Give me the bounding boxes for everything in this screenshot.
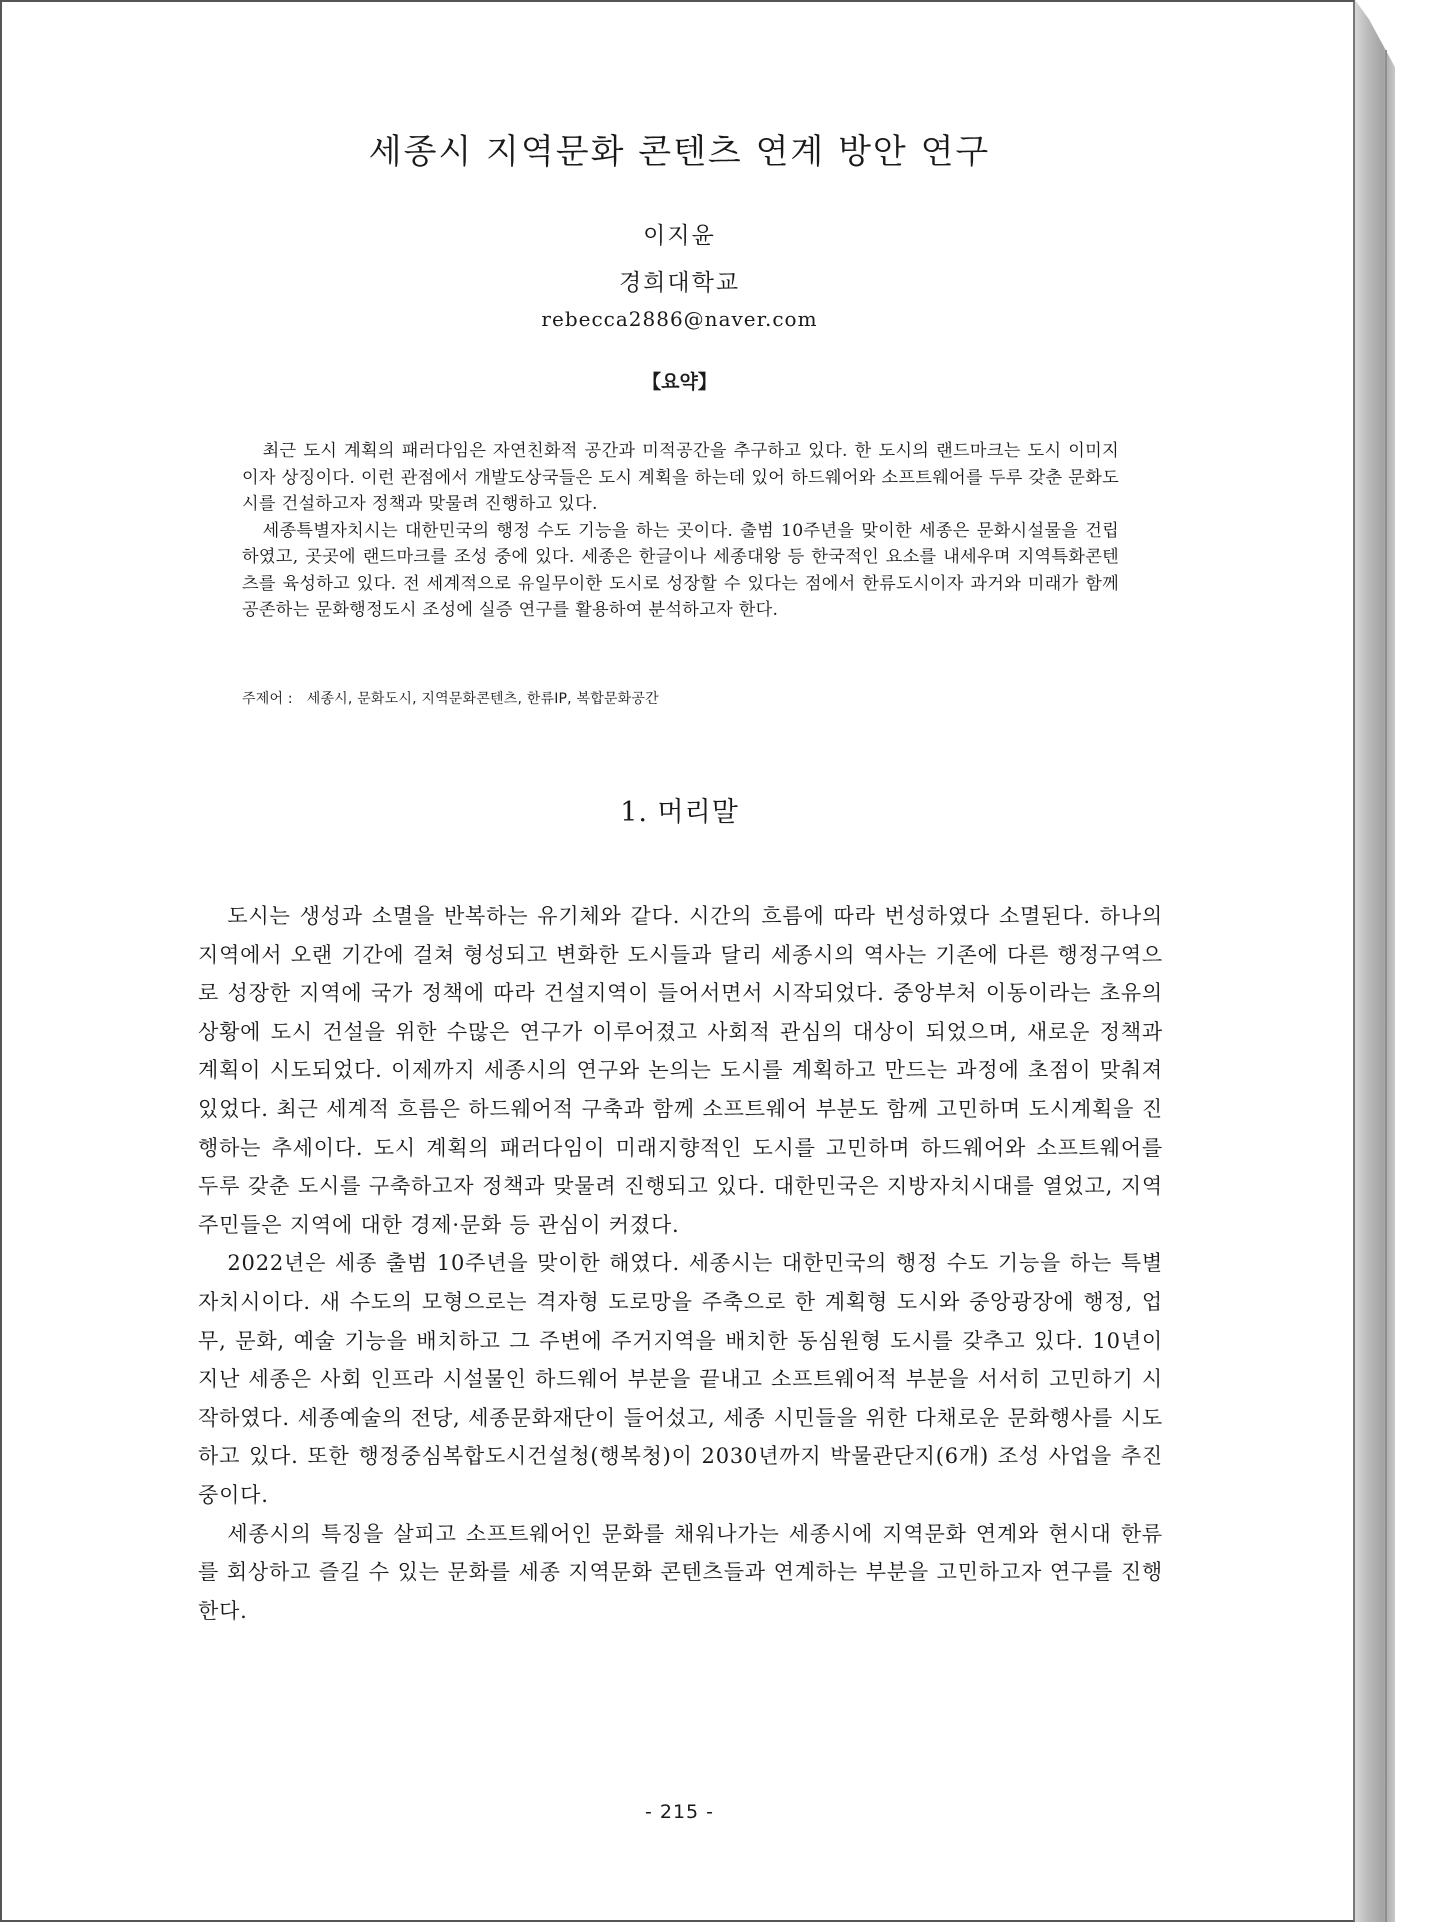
abstract-heading: 【요약】: [642, 371, 717, 393]
author-affiliation: 경희대학교: [618, 270, 741, 296]
author-email: rebecca2886@naver.com: [541, 307, 818, 331]
section-heading: 1. 머리말: [620, 797, 739, 828]
author-name: 이지윤: [643, 223, 716, 249]
keywords-spacer: [297, 691, 306, 707]
abstract-body: [242, 438, 1119, 624]
page-edge-shadow: [1355, 0, 1395, 1922]
section-body: [198, 897, 1163, 1630]
keywords-line: [242, 688, 1119, 708]
body-paragraph: 도시는 생성과 소멸을 반복하는 유기체와 같다. 시간의 흐름에 따라 번성하였다 소멸된다. 하나의 지역에서 오랜 기간에 걸쳐 형성되고 변화한 도시들과 달리 세종시의 역사는 기존에 다른 행정구역으로 성장한 지역에 국가 정책에 따라 건설지역이 들어서면서 시작되었다. 중앙부처 이동이라는 초유의 상황에 도시 건설을 위한 수많은 연구가 이루어졌고 사회적 관심의 대상이 되었으며, 새로운 정책과 계획이 시도되었다. 이제까지 세종시의 연구와 논의는 도시를 계획하고 만드는 과정에 초점이 맞춰져 있었다. 최근 세계적 흐름은 하드웨어적 구축과 함께 소프트웨어 부분도 함께 고민하며 도시계획을 진행하는 추세이다. 도시 계획의 패러다임이 미래지향적인 도시를 고민하며 하드웨어와 소프트웨어를 두루 갖춘 도시를 구축하고자 정책과 맞물려 진행되고 있다. 대한민국은 지방자치시대를 열었고, 지역주민들은 지역에 대한 경제·문화 등 관심이 커졌다.: [198, 904, 1163, 1237]
page-edge-line: [1385, 50, 1387, 1922]
keywords-label: 주제어 :: [242, 691, 293, 707]
paper-title: 세종시 지역문화 콘텐츠 연계 방안 연구: [368, 132, 991, 172]
keywords-text: 세종시, 문화도시, 지역문화콘텐츠, 한류IP, 복합문화공간: [306, 691, 659, 707]
abstract-paragraph: 최근 도시 계획의 패러다임은 자연친화적 공간과 미적공간을 추구하고 있다. 한 도시의 랜드마크는 도시 이미지이자 상징이다. 이런 관점에서 개발도상국들은 도시 계획을 하는데 있어 하드웨어와 소프트웨어를 두루 갖춘 문화도시를 건설하고자 정책과 맞물려 진행하고 있다.: [242, 441, 1119, 514]
abstract-paragraph: 세종특별자치시는 대한민국의 행정 수도 기능을 하는 곳이다. 출범 10주년을 맞이한 세종은 문화시설물을 건립하였고, 곳곳에 랜드마크를 조성 중에 있다. 세종은 한글이나 세종대왕 등 한국적인 요소를 내세우며 지역특화콘텐츠를 육성하고 있다. 전 세계적으로 유일무이한 도시로 성장할 수 있다는 점에서 한류도시이자 과거와 미래가 함께 공존하는 문화행정도시 조성에 실증 연구를 활용하여 분석하고자 한다.: [242, 520, 1119, 620]
body-paragraph: 세종시의 특징을 살피고 소프트웨어인 문화를 채워나가는 세종시에 지역문화 연계와 현시대 한류를 회상하고 즐길 수 있는 문화를 세종 지역문화 콘텐츠들과 연계하는 부분을 고민하고자 연구를 진행한다.: [198, 1521, 1163, 1623]
page-number: - 215 -: [644, 1801, 715, 1823]
body-paragraph: 2022년은 세종 출범 10주년을 맞이한 해였다. 세종시는 대한민국의 행정 수도 기능을 하는 특별자치시이다. 새 수도의 모형으로는 격자형 도로망을 주축으로 한 계획형 도시와 중앙광장에 행정, 업무, 문화, 예술 기능을 배치하고 그 주변에 주거지역을 배치한 동심원형 도시를 갖추고 있다. 10년이 지난 세종은 사회 인프라 시설물인 하드웨어 부분을 끝내고 소프트웨어적 부분을 서서히 고민하기 시작하였다. 세종예술의 전당, 세종문화재단이 들어섰고, 세종 시민들을 위한 다채로운 문화행사를 시도하고 있다. 또한 행정중심복합도시건설청(행복청)이 2030년까지 박물관단지(6개) 조성 사업을 추진 중이다.: [198, 1251, 1163, 1507]
